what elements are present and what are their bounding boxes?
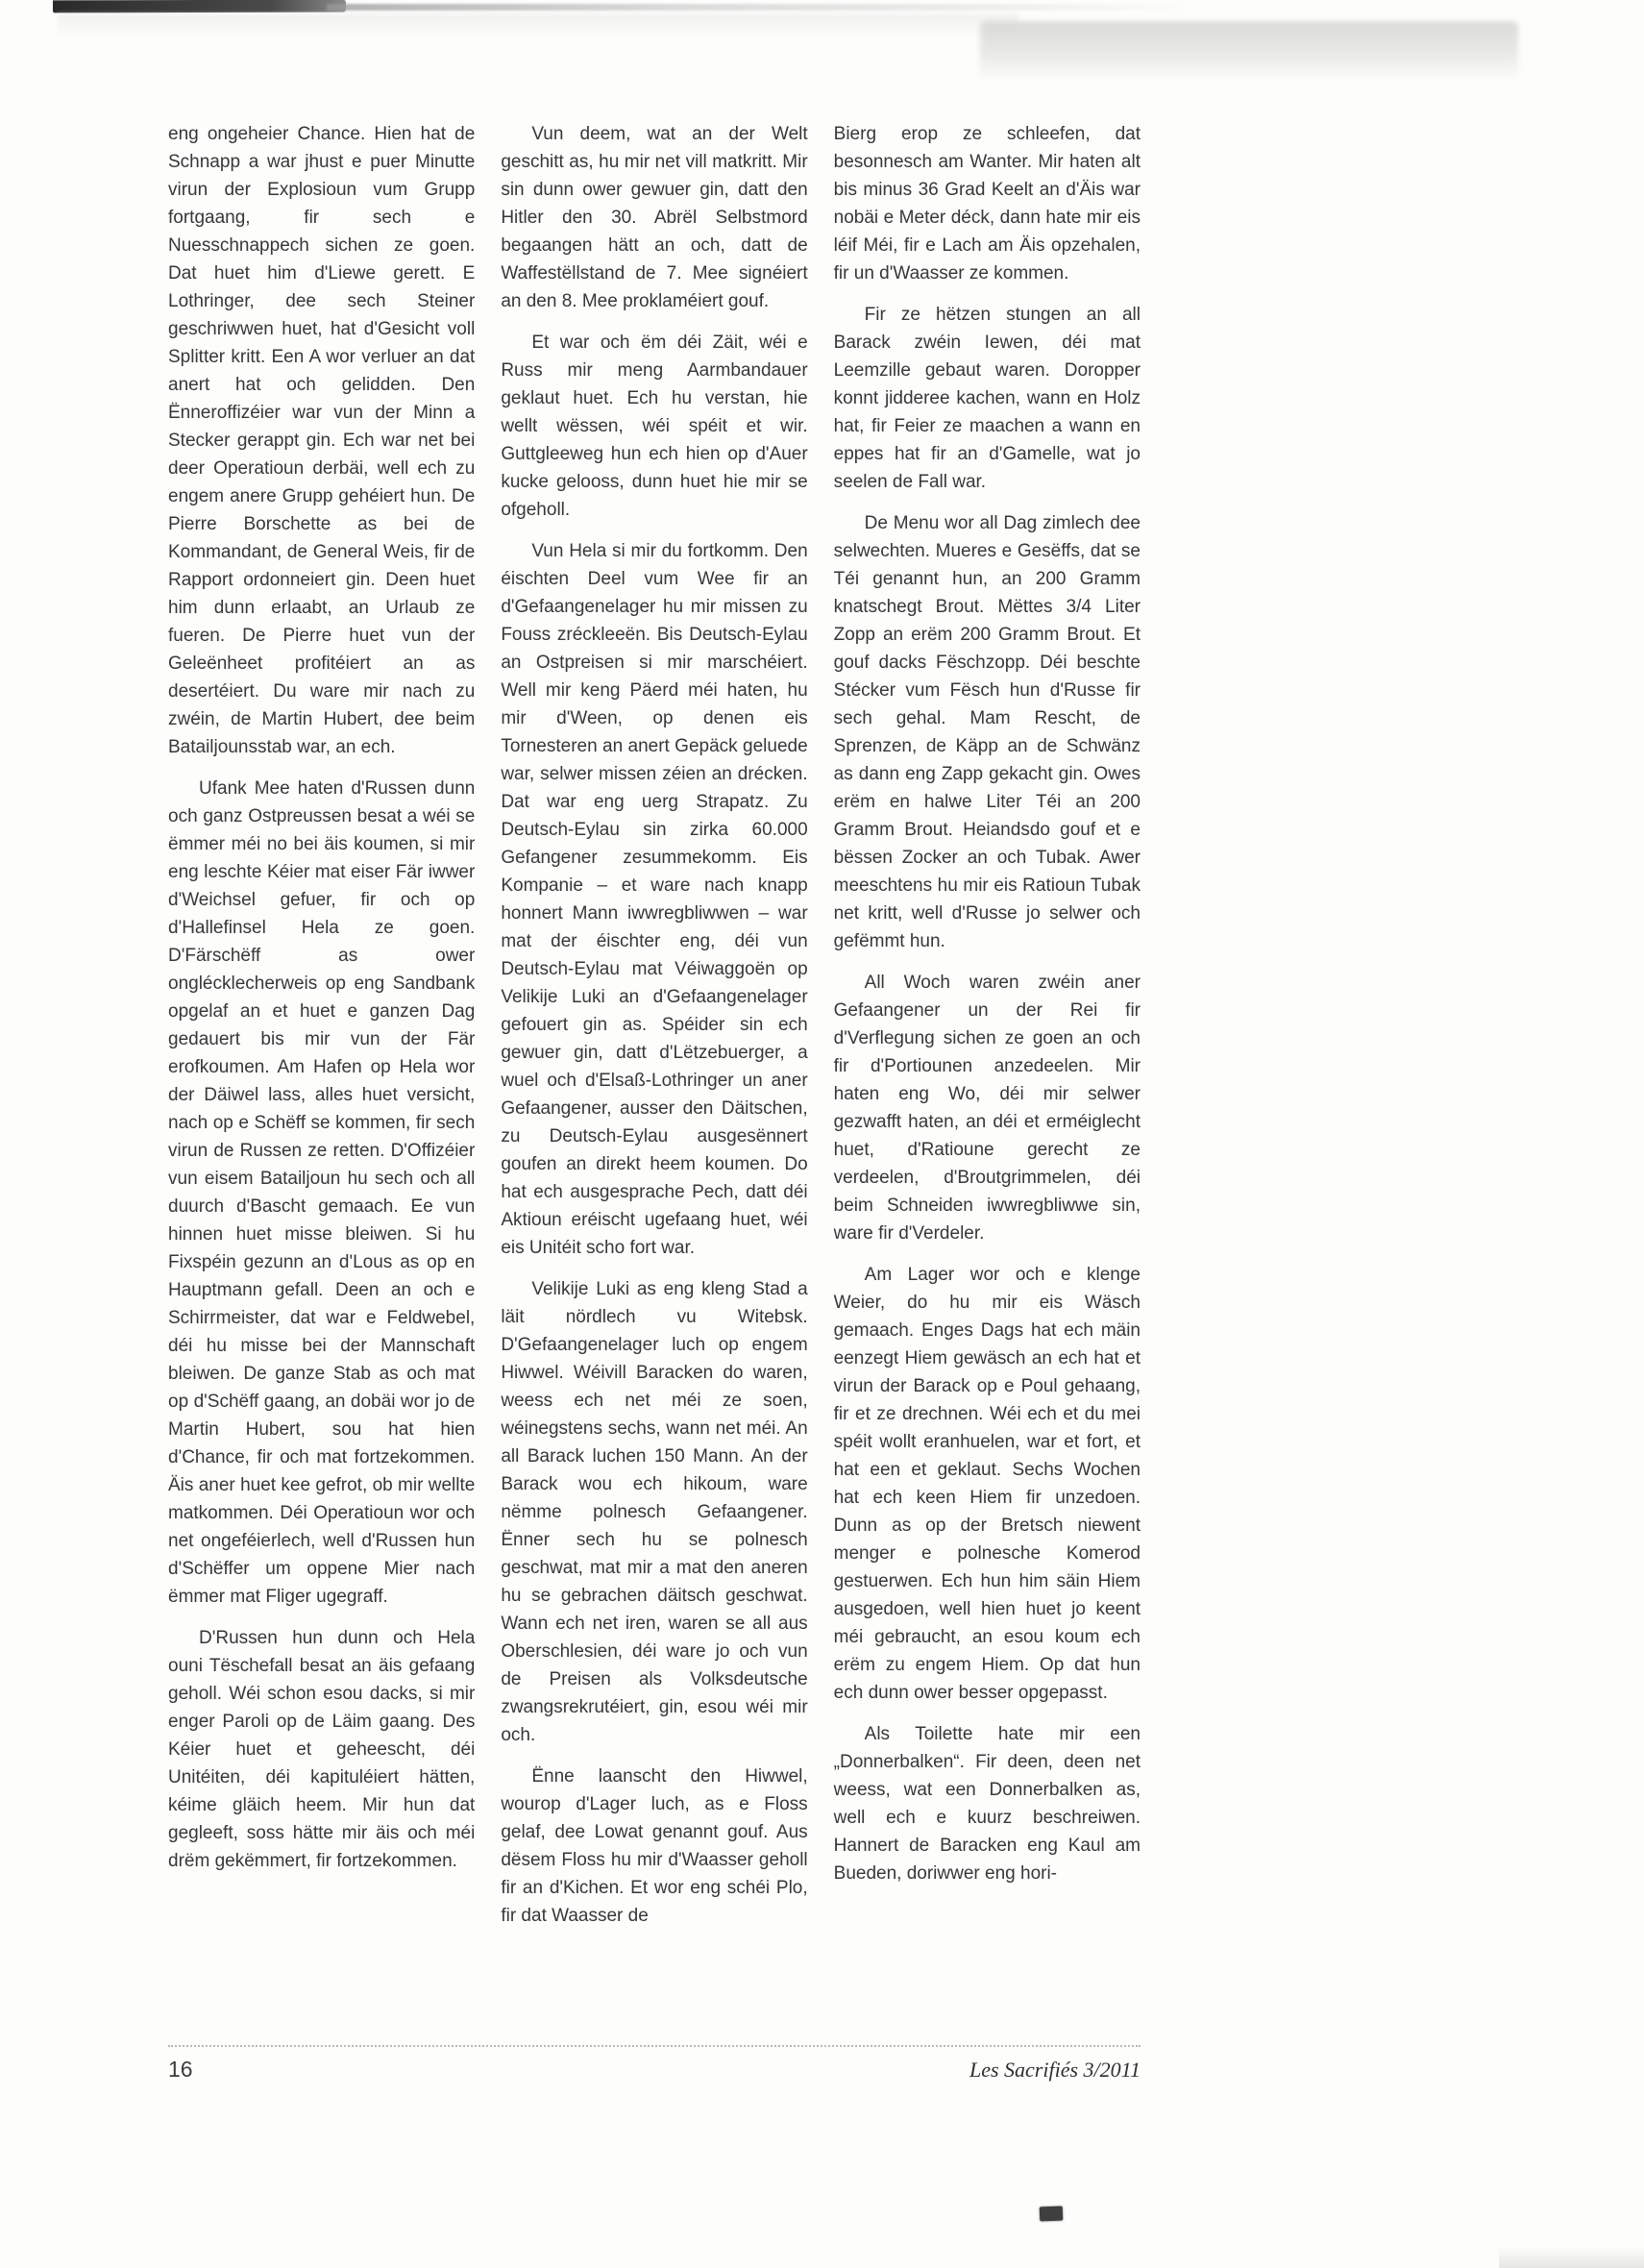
article-text-block xyxy=(168,120,1141,1930)
scan-artifact-top-dark-bar xyxy=(53,0,346,12)
paragraph: Vun deem, wat an der Welt geschitt as, hu mir net vill matkritt. Mir sin dunn ower gewuer gin, datt den Hitler den 30. Abrël Selbstmord begaangen hätt an och, datt de Waffestëllstand de 7. Mee signéiert an den 8. Mee proklaméiert gouf. xyxy=(501,124,808,311)
paragraph: Als Toilette hate mir een „Donnerbalken“. Fir deen, deen net weess, wat een Donnerbalken as, well ech e kuurz beschreiwen. Hannert de Baracken eng Kaul am Bueden, doriwwer eng hori- xyxy=(833,1724,1141,1884)
paragraph: Bierg erop ze schleefen, dat besonnesch am Wanter. Mir haten alt bis minus 36 Grad Keelt an d'Äis war nobäi e Meter déck, dann hate mir eis léif Méi, fir e Lach am Äis opzehalen, fir un d'Waasser ze kommen. xyxy=(833,124,1141,284)
text-column-2 xyxy=(501,120,807,1930)
paragraph: Ënne laanscht den Hiwwel, wourop d'Lager luch, as e Floss gelaf, dee Lowat genannt gouf. Aus dësem Floss hu mir d'Waasser geholl fir an d'Kichen. Et wor eng schéi Plo, fir dat Waasser de xyxy=(501,1766,808,1926)
page-footer xyxy=(168,2045,1141,2083)
text-column-3 xyxy=(834,120,1141,1930)
paragraph: Fir ze hëtzen stungen an all Barack zwéin Iewen, déi mat Leemzille gebaut waren. Doropper konnt jidderee kachen, wann en Holz hat, fir Feier ze maachen a wann en eppes hat fir an d'Gamelle, wat jo seelen de Fall war. xyxy=(833,305,1141,492)
journal-title: Les Sacrifiés 3/2011 xyxy=(969,2058,1141,2082)
scan-artifact-top-right-smudge xyxy=(980,21,1518,81)
paragraph: De Menu wor all Dag zimlech dee selwechten. Mueres e Gesëffs, dat se Téi genannt hun, an 200 Gramm knatschegt Brout. Mëttes 3/4 Liter Zopp an erëm 200 Gramm Brout. Et gouf dacks Fëschzopp. Déi beschte Stécker vum Fësch hun d'Russe fir sech gehal. Mam Rescht, de Sprenzen, de Käpp an de Schwänz as dann eng Zapp gekacht gin. Owes erëm en halwe Liter Téi an 200 Gramm Brout. Heiandsdo gouf et e bëssen Zocker an och Tubak. Awer meeschtens hu mir eis Ratioun Tubak net kritt, well d'Russe jo selwer och gefëmmt hun. xyxy=(833,513,1141,951)
scan-artifact-top-smudge xyxy=(58,13,1018,38)
page-number: 16 xyxy=(168,2057,193,2082)
paragraph: D'Russen hun dunn och Hela ouni Tëschefall besat an äis gefaang geholl. Wéi schon esou dacks, si mir enger Paroli op de Läim gaang. Des Kéier huet et geheescht, déi Unitéiten, déi kapituléiert hätten, kéime gläich heem. Mir hun dat gegleeft, soss hätte mir äis och méi drëm gekëmmert, fir fortzekommen. xyxy=(168,1628,476,1871)
text-column-1 xyxy=(168,120,475,1930)
paragraph: eng ongeheier Chance. Hien hat de Schnapp a war jhust e puer Minutte virun der Explosioun vum Grupp fortgaang, fir sech e Nuesschnappech sichen ze goen. Dat huet him d'Liewe gerett. E Lothringer, dee sech Steiner geschriwwen huet, hat d'Gesicht voll Splitter kritt. Een A wor verluer an dat anert hat och gelidden. Den Ënneroffizéier war vun der Minn a Stecker gerappt gin. Ech war net bei deer Operatioun derbäi, well ech zu engem anere Grupp gehéiert hun. De Pierre Borschette as bei de Kommandant, de General Weis, fir de Rapport ordonneiert gin. Deen huet him dunn erlaabt, an Urlaub ze fueren. De Pierre huet vun der Geleënheet profitéiert an as desertéiert. Du ware mir nach zu zwéin, de Martin Hubert, dee beim Batailjounsstab war, an ech. xyxy=(168,124,476,757)
paragraph: Am Lager wor och e klenge Weier, do hu mir eis Wäsch gemaach. Enges Dags hat ech mäin eenzegt Hiem gewäsch an ech hat et virun der Barack op e Poul gehaang, fir et ze drechnen. Wéi ech et du mei spéit wollt eranhuelen, war et fort, et hat een et geklaut. Sechs Wochen hat ech keen Hiem fir unzedoen. Dunn as op der Bretsch niewent menger e polnesche Komerod gestuerwen. Ech hun him säin Hiem ausgedoen, well hien huet jo keent méi gebraucht, an esou koum ech erëm zu engem Hiem. Op dat hun ech dunn ower besser opgepasst. xyxy=(833,1265,1141,1703)
paragraph: Vun Hela si mir du fortkomm. Den éischten Deel vum Wee fir an d'Gefaangenelager hu mir missen zu Fouss zréckleeën. Bis Deutsch-Eylau an Ostpreisen si mir marschéiert. Well mir keng Päerd méi haten, hu mir d'Ween, op denen eis Tornesteren an anert Gepäck geluede war, selwer missen zéien an drécken. Dat war eng uerg Strapatz. Zu Deutsch-Eylau sin zirka 60.000 Gefangener zesummekomm. Eis Kompanie – et ware nach knapp honnert Mann iwwregbliwwen – war mat der éischter eng, déi vun Deutsch-Eylau mat Véiwaggoën op Velikije Luki an d'Gefaangenelager gefouert gin as. Spéider sin ech gewuer gin, datt d'Lëtzebuerger, a wuel och d'Elsaß-Lothringer un aner Gefaangener, ausser den Däitschen, zu Deutsch-Eylau ausgesënnert goufen an direkt heem koumen. Do hat ech ausgesprache Pech, datt déi Aktioun eréischt ugefaang huet, wéi eis Unitéit scho fort war. xyxy=(501,541,808,1258)
paragraph: Velikije Luki as eng kleng Stad a läit nördlech vu Witebsk. D'Gefaangenelager luch op engem Hiwwel. Wéivill Baracken do waren, weess ech net méi ze soen, wéinegstens sechs, wann net méi. An all Barack luchen 150 Mann. An der Barack wou ech hikoum, ware nëmme polnesch Gefaangener. Ënner sech hu se polnesch geschwat, mat mir a mat den aneren hu se gebrachen däitsch geschwat. Wann ech net iren, waren se all aus Oberschlesien, déi ware jo och vun de Preisen als Volksdeutsche zwangsrekrutéiert, gin, esou wéi mir och. xyxy=(501,1279,808,1745)
paragraph: All Woch waren zwéin aner Gefaangener un der Rei fir d'Verflegung sichen ze goen an och fir d'Portiounen anzedeelen. Mir haten eng Wo, déi mir selwer gezwafft haten, an déi et erméiglecht huet, d'Ratioune gerecht ze verdeelen, d'Broutgrimmelen, déi beim Schneiden iwwregbliwwe sin, ware fir d'Verdeler. xyxy=(833,973,1141,1244)
scan-artifact-top-faint-line xyxy=(327,4,1191,11)
scan-artifact-bottom-edge-shadow xyxy=(1499,2247,1644,2268)
scan-artifact-bottom-right-mark xyxy=(1040,2206,1064,2222)
paragraph: Ufank Mee haten d'Russen dunn och ganz Ostpreussen besat a wéi se ëmmer méi no bei äis koumen, si mir eng leschte Kéier mat eiser Fär iwwer d'Weichsel gefuer, fir och op d'Hallefinsel Hela ze goen. D'Färschëff as ower onglécklecherweis op eng Sandbank opgelaf an et huet e ganzen Dag gedauert bis mir vun der Fär erofkoumen. Am Hafen op Hela wor der Däiwel lass, alles huet versicht, nach op e Schëff se kommen, fir sech virun de Russen ze retten. D'Offizéier vun eisem Batailjoun hu sech och all duurch d'Bascht gemaach. Ee vun hinnen huet misse bleiwen. Si hu Fixspéin gezunn an d'Lous as op en Hauptmann gefall. Deen an och e Schirrmeister, dat war e Feldwebel, déi hu misse bei der Mannschaft bleiwen. De ganze Stab as och mat op d'Schëff gaang, an dobäi wor jo de Martin Hubert, sou hat hien d'Chance, fir och mat fortzekommen. Äis aner huet kee gefrot, ob mir wellte matkommen. Déi Operatioun wor och net ongeféierlech, well d'Russen hun d'Schëffer um oppene Mier nach ëmmer mat Fliger ugegraff. xyxy=(168,778,476,1607)
paragraph: Et war och ëm déi Zäit, wéi e Russ mir meng Aarmbandauer geklaut huet. Ech hu verstan, hie wellt wëssen, wéi spéit et wir. Guttgleeweg hun ech hien op d'Auer kucke gelooss, dunn huet hie mir se ofgeholl. xyxy=(501,333,808,520)
